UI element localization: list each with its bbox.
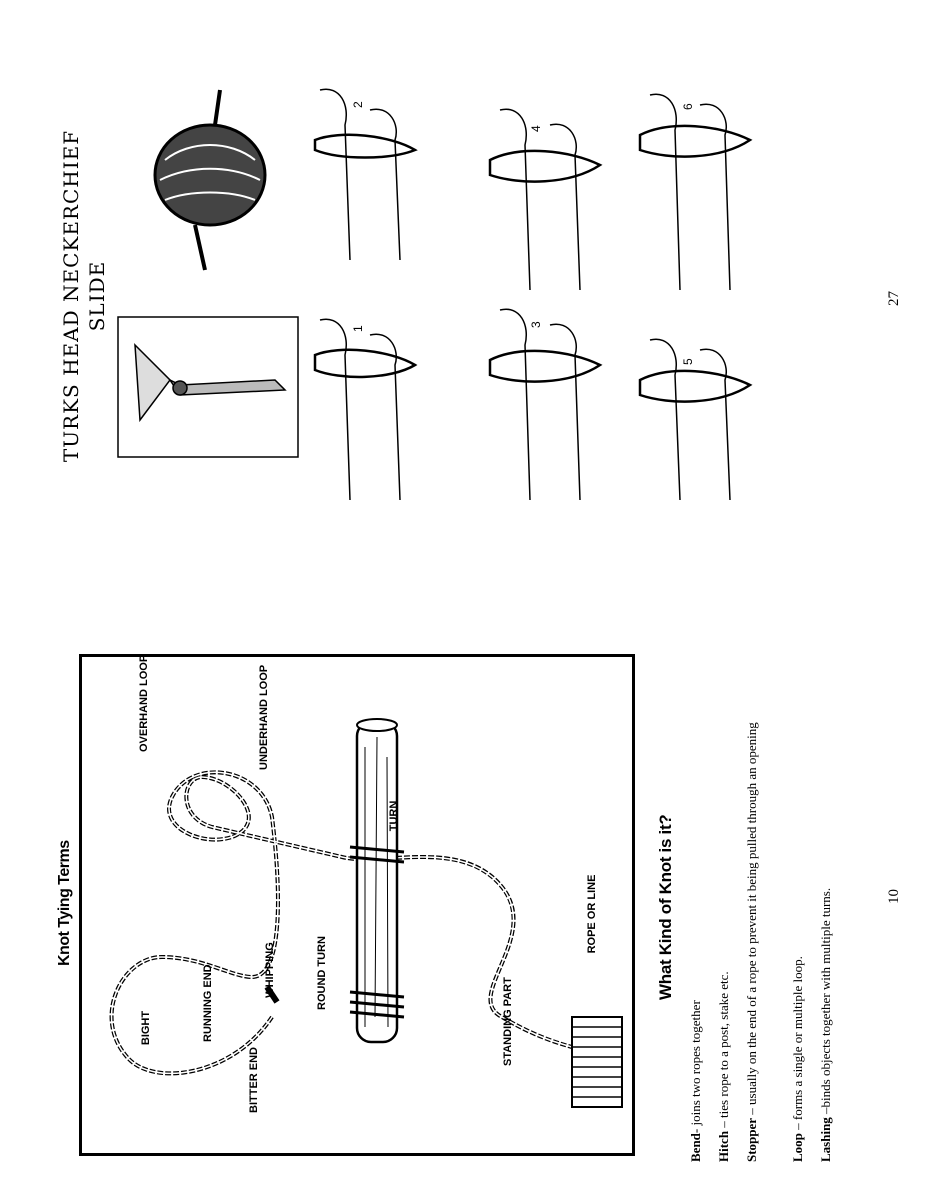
definition-term: Stopper bbox=[744, 1117, 759, 1162]
knot-terms-diagram bbox=[79, 654, 635, 1156]
page-number-right: 27 bbox=[886, 291, 902, 306]
definition-term: Hitch bbox=[716, 1130, 731, 1162]
definition-text: – ties rope to a post, stake etc. bbox=[716, 971, 731, 1131]
definition-term: Lashing bbox=[818, 1117, 833, 1162]
step-number-3: 3 bbox=[529, 321, 543, 328]
definition-lashing bbox=[818, 782, 833, 1162]
definition-text: –binds objects together with multiple turns. bbox=[818, 887, 833, 1118]
label-bight: BIGHT bbox=[140, 1010, 152, 1046]
step-number-1: 1 bbox=[351, 325, 365, 332]
section-heading: What Kind of Knot is it? bbox=[656, 814, 675, 1000]
knot-terms-illustration bbox=[82, 654, 632, 1153]
step-number-5: 5 bbox=[681, 358, 695, 365]
label-overhand-loop: OVERHAND LOOP bbox=[138, 654, 150, 752]
label-standing-part: STANDING PART bbox=[502, 977, 514, 1066]
definition-stopper bbox=[744, 697, 759, 1162]
definition-text: – forms a single or multiple loop. bbox=[790, 956, 805, 1134]
title-line-1: TURKS HEAD NECKERCHIEF bbox=[59, 129, 83, 463]
step-number-4: 4 bbox=[529, 125, 543, 132]
label-bitter-end: BITTER END bbox=[248, 1047, 260, 1113]
turks-head-knot-icon bbox=[155, 90, 265, 270]
label-whipping: WHIPPING bbox=[264, 942, 276, 998]
definition-bend bbox=[688, 842, 703, 1162]
definition-term: Loop bbox=[790, 1133, 805, 1162]
step-number-2: 2 bbox=[351, 101, 365, 108]
page-number-left: 10 bbox=[886, 889, 902, 904]
label-running-end: RUNNING END bbox=[202, 964, 214, 1042]
turks-head-step-illustrations bbox=[100, 80, 860, 520]
definition-text: - joins two ropes together bbox=[688, 1000, 703, 1134]
label-rope-or-line: ROPE OR LINE bbox=[586, 874, 598, 954]
label-round-turn: ROUND TURN bbox=[316, 936, 328, 1010]
definition-term: Bend bbox=[688, 1133, 703, 1162]
definition-text: – usually on the end of a rope to prevent it being pulled through an opening bbox=[744, 722, 759, 1118]
step-number-6: 6 bbox=[681, 103, 695, 110]
definition-loop bbox=[790, 842, 805, 1162]
label-underhand-loop: UNDERHAND LOOP bbox=[258, 664, 270, 770]
label-turn: TURN bbox=[388, 800, 400, 832]
definition-hitch bbox=[716, 842, 731, 1162]
diagram-title: Knot Tying Terms bbox=[56, 840, 73, 966]
title-line-2: SLIDE bbox=[85, 260, 109, 332]
hand-step-illustrations bbox=[315, 89, 750, 500]
